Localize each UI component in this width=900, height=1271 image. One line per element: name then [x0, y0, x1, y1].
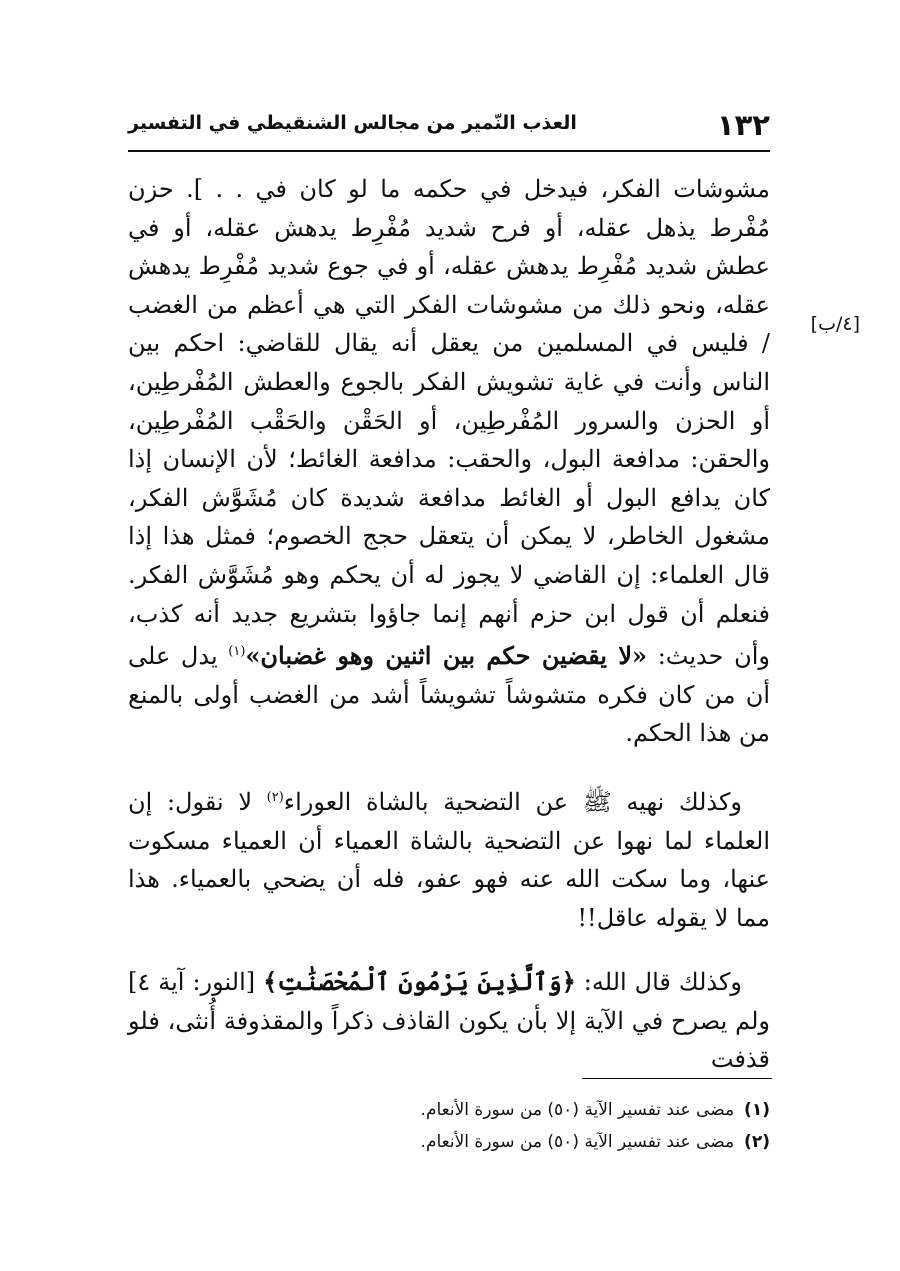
paragraph-1-text: مشوشات الفكر، فيدخل في حكمه ما لو كان في . . ]. حزن مُفْرط يذهل عقله، أو فرح شديد مُفْرِط يدهش عقله، أو في عطش شديد مُفْرِط يدهش عقله، أو في جوع شديد مُفْرِط يدهش عقله، ونحو ذلك من مشوشات الفكر التي هي أعظم من الغضب / فليس في المسلمين من يعقل أنه يقال للقاضي: احكم بين الناس وأنت في غاية تشويش الفكر بالجوع والعطش المُفْرطِين، أو الحزن والسرور المُفْرطِين، أو الحَقْن والحَقْب المُفْرطِين، والحقن: مدافعة البول، والحقب: مدافعة الغائط؛ لأن الإنسان إذا كان يدافع البول أو الغائط مدافعة شديدة كان مُشَوَّش الفكر، مشغول الخاطر، لا يمكن أن يتعقل حجج الخصوم؛ فمثل هذا إذا قال العلماء: إن القاضي لا يجوز له أن يحكم وهو مُشَوَّش الفكر. فنعلم أن قول ابن حزم أنهم إنما جاؤوا بتشريع جديد أنه كذب، وأن حديث:: [128, 175, 771, 671]
footnote-number: (٢): [744, 1132, 770, 1152]
paragraph-2-text: وكذلك نهيه ﷺ عن التضحية بالشاة العوراء: [283, 787, 742, 816]
footnote-text: مضى عند تفسير الآية (٥٠) من سورة الأنعام.: [420, 1100, 735, 1120]
footnote-ref-2[interactable]: (٢): [266, 789, 284, 805]
main-text: [128, 170, 770, 1079]
footnotes: [200, 1094, 770, 1158]
paragraph-gap: [128, 937, 770, 963]
paragraph-2-text-end: لا نقول: إن العلماء لما نهوا عن التضحية بالشاة العمياء أن العمياء مسكوت عنها، وما سكت الله عنه فهو عفو، فله أن يضحي بالعمياء. هذا مما لا يقوله عاقل!!: [128, 787, 771, 932]
footnote-ref-1[interactable]: (١): [228, 644, 246, 660]
footnote-text: مضى عند تفسير الآية (٥٠) من سورة الأنعام.: [420, 1132, 735, 1152]
quran-verse: ﴿وَٱلَّذِينَ يَرْمُونَ ٱلْمُحْصَنَٰتِ﴾: [263, 967, 576, 997]
paragraph-gap: [128, 753, 770, 779]
page-number: ١٣٢: [716, 108, 770, 142]
paragraph-3-text: وكذلك قال الله:: [575, 968, 743, 997]
header-rule: [128, 150, 770, 152]
footnote-rule: [582, 1078, 772, 1079]
footnote-1: [200, 1094, 770, 1126]
paragraph-1-text-end: يدل على أن من كان فكره متشوشاً تشويشاً أشد من الغضب أولى بالمنع من هذا الحكم.: [128, 642, 770, 748]
running-title: العذب النّمير من مجالس الشنقيطي في التفسير: [128, 112, 577, 134]
paragraph-2: [128, 779, 770, 937]
hadith-quote: «لا يقضين حكم بين اثنين وهو غضبان»: [245, 641, 648, 671]
paragraph-1: [128, 170, 770, 753]
margin-folio-note: [٤/ب]: [810, 313, 860, 335]
footnote-2: [200, 1126, 770, 1158]
paragraph-3-text-end: [النور: آية ٤] ولم يصرح في الآية إلا بأن يكون القاذف ذكراً والمقذوفة أُنثى، فلو قذفت: [128, 968, 770, 1074]
paragraph-3: [128, 963, 770, 1079]
page-header: [128, 100, 770, 146]
footnote-number: (١): [744, 1100, 770, 1120]
